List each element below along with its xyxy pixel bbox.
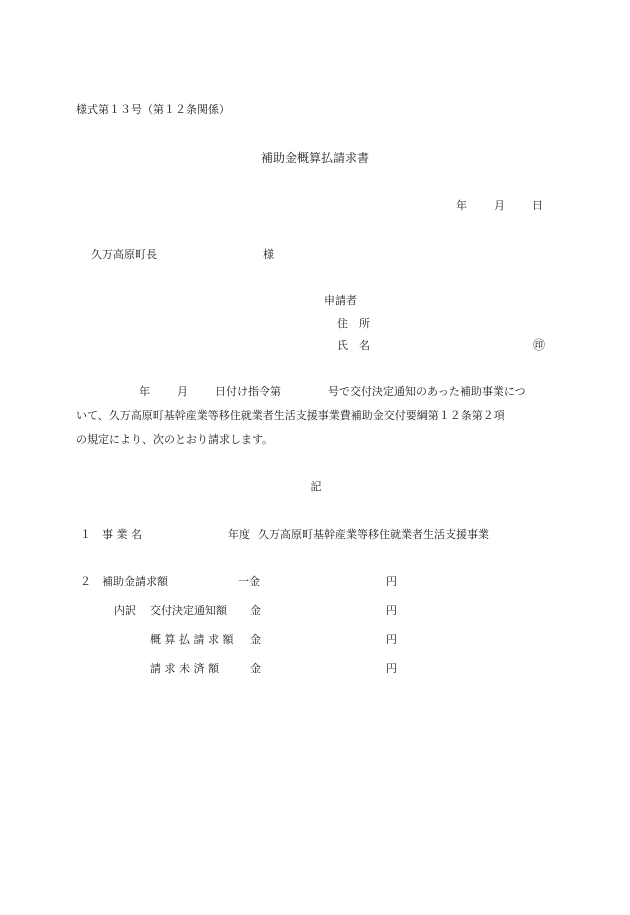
breakdown-label: 内訳 <box>114 604 136 617</box>
addressee-honorific: 様 <box>263 248 274 261</box>
item1-year-suffix: 年度 <box>228 528 250 541</box>
breakdown-row-label: 交付決定通知額 <box>150 604 227 617</box>
document-title: 補助金概算払請求書 <box>260 151 370 165</box>
applicant-address-label: 住 所 <box>337 317 370 330</box>
applicant-label: 申請者 <box>324 294 357 307</box>
body-line3: の規定により、次のとおり請求します。 <box>76 433 274 446</box>
breakdown-row-label: 概 算 払 請 求 額 <box>150 633 234 646</box>
body-line2: いて、久万高原町基幹産業等移住就業者生活支援事業費補助金交付要綱第１２条第２項 <box>76 409 505 422</box>
body-line1-year: 年 <box>139 385 150 398</box>
body-line1-rest: 号で交付決定通知のあった補助事業につ <box>328 385 526 398</box>
breakdown-row-yen: 円 <box>386 633 397 646</box>
item2-yen: 円 <box>386 575 397 588</box>
body-line1-month: 月 <box>177 385 188 398</box>
breakdown-row-label: 請 求 未 済 額 <box>150 662 219 675</box>
form-number: 様式第１３号（第１２条関係） <box>76 103 230 116</box>
ki-label: 記 <box>310 480 322 493</box>
item2-number: ２ <box>80 575 91 588</box>
item2-amount-prefix: 一金 <box>238 575 260 588</box>
date-year-label: 年 <box>456 199 467 212</box>
body-line1-day-reference: 日付け指令第 <box>215 385 281 398</box>
applicant-name-label: 氏 名 <box>337 339 370 352</box>
item1-label: 事 業 名 <box>102 528 142 541</box>
item1-business-name: 久万高原町基幹産業等移住就業者生活支援事業 <box>258 528 489 541</box>
addressee-name: 久万高原町長 <box>91 248 157 261</box>
breakdown-row-yen: 円 <box>386 662 397 675</box>
breakdown-row-kin: 金 <box>250 633 261 646</box>
breakdown-row-kin: 金 <box>250 604 261 617</box>
seal-mark: ㊞ <box>533 338 546 352</box>
item1-number: １ <box>80 528 91 541</box>
date-month-label: 月 <box>494 199 505 212</box>
breakdown-row-yen: 円 <box>386 604 397 617</box>
item2-label: 補助金請求額 <box>102 575 168 588</box>
date-day-label: 日 <box>532 199 543 212</box>
breakdown-row-kin: 金 <box>250 662 261 675</box>
